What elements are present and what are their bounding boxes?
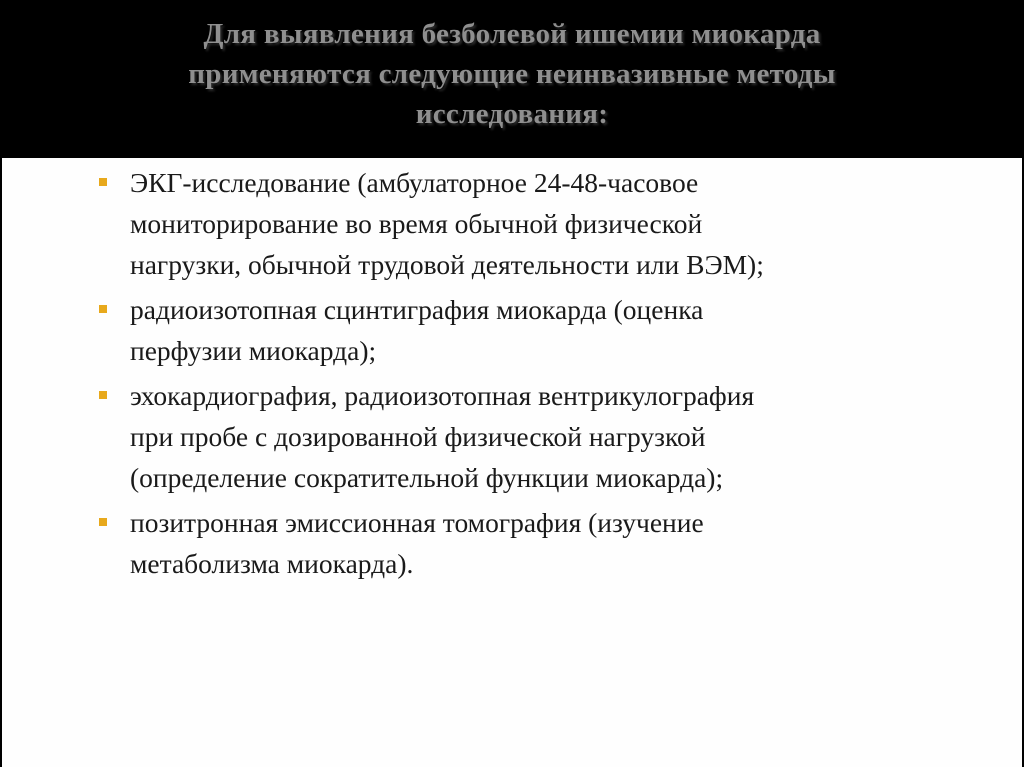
title-band: [0, 0, 1024, 157]
square-bullet-icon: [99, 391, 107, 399]
bullet-item: [95, 502, 955, 584]
bullet-text-line: эхокардиография, радиоизотопная вентрикулография: [130, 380, 755, 411]
square-bullet-icon: [99, 305, 107, 313]
bullet-list: [95, 162, 955, 588]
bullet-item: [95, 289, 955, 371]
slide-title: [40, 14, 984, 134]
square-bullet-icon: [99, 178, 107, 186]
bullet-text-line: мониторирование во время обычной физической: [130, 208, 703, 239]
bullet-text-line: метаболизма миокарда).: [130, 548, 414, 579]
bullet-text-line: радиоизотопная сцинтиграфия миокарда (оценка: [130, 294, 704, 325]
square-bullet-icon: [99, 518, 107, 526]
bullet-text-line: позитронная эмиссионная томография (изучение: [130, 507, 704, 538]
slide-title-line: Для выявления безболевой ишемии миокарда: [203, 18, 821, 50]
bullet-text-line: ЭКГ-исследование (амбулаторное 24-48-часовое: [130, 167, 699, 198]
slide-title-line: применяются следующие неинвазивные методы: [188, 58, 836, 90]
bullet-item: [95, 162, 955, 285]
bullet-text-line: нагрузки, обычной трудовой деятельности или ВЭМ);: [130, 249, 764, 280]
bullet-text-line: перфузии миокарда);: [130, 335, 377, 366]
bullet-text-line: (определение сократительной функции миокарда);: [130, 462, 724, 493]
bullet-item: [95, 375, 955, 498]
bullet-text-line: при пробе с дозированной физической нагрузкой: [130, 421, 706, 452]
slide-title-line: исследования:: [415, 98, 609, 130]
